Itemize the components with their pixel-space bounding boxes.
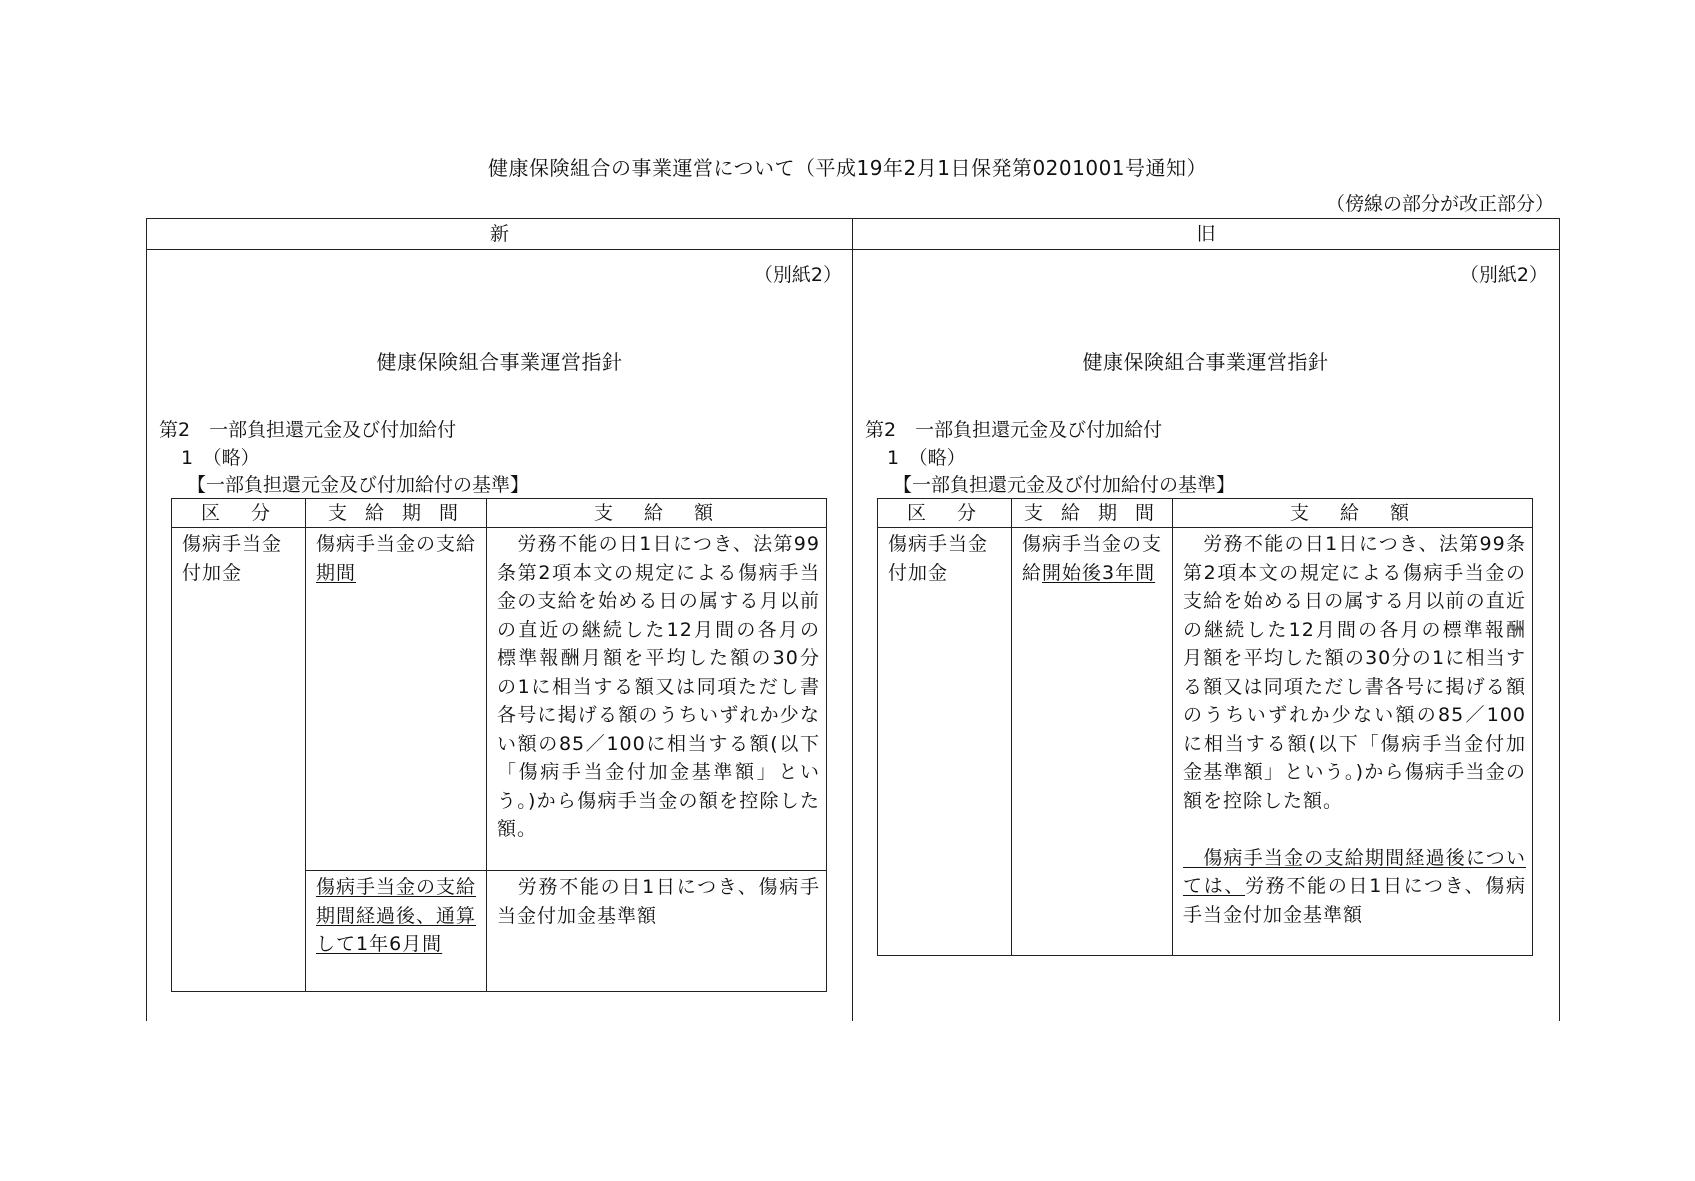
header-category: 区 分 <box>172 499 306 528</box>
category-cell <box>172 528 306 992</box>
column-header-old: 旧 <box>1196 223 1216 245</box>
benefit-table <box>171 498 827 992</box>
amount-text: 労務不能の日1日につき、法第99条第2項本文の規定による傷病手当金の支給を始める日の属する月以前の直近の継続した12月間の各月の標準報酬月額を平均した額の30分の1に相当する額又は同項ただし書各号に掲げる額のうちいずれか少ない額の85／100に相当する額(以下「傷病手当金付加金基準額」という。)から傷病手当金の額を控除した額。 <box>1183 533 1526 812</box>
period-cell <box>1012 528 1173 956</box>
section-heading: 第2 一部負担還元金及び付加給付 <box>865 419 1163 441</box>
paragraph-gap <box>1183 815 1526 844</box>
period-cell <box>306 871 487 992</box>
table-row <box>172 528 827 871</box>
new-panel <box>147 250 852 1020</box>
period-underlined-text: 期間 <box>316 561 357 584</box>
header-amount: 支 給 額 <box>1173 499 1533 528</box>
amount-cell <box>1173 528 1533 956</box>
amount-cell <box>487 528 827 871</box>
amendment-note: （傍線の部分が改正部分） <box>1325 193 1554 215</box>
header-amount: 支 給 額 <box>487 499 827 528</box>
guideline-title: 健康保険組合事業運営指針 <box>376 350 623 374</box>
attachment-label: （別紙2） <box>753 264 842 286</box>
period-cell <box>306 528 487 871</box>
category-cell <box>878 528 1012 956</box>
column-header-new: 新 <box>489 223 509 245</box>
table-caption: 【一部負担還元金及び付加給付の基準】 <box>187 474 530 496</box>
period-underlined-text: 傷病手当金の支給期間経過後、通算して1年6月間 <box>316 876 477 955</box>
header-category: 区 分 <box>878 499 1012 528</box>
document-title: 健康保険組合の事業運営について（平成19年2月1日保発第0201001号通知） <box>487 156 1208 180</box>
header-period: 支 給 期 間 <box>306 499 487 528</box>
item-omitted: 1 （略） <box>887 447 966 469</box>
table-header-row <box>878 499 1533 528</box>
comparison-frame <box>146 218 1560 1021</box>
amount-text-2: 労務不能の日1日につき、傷病手当金付加金基準額 <box>1183 875 1526 926</box>
period-text: 傷病手当金の支給 <box>1022 533 1163 584</box>
table-row <box>878 528 1533 956</box>
category-text: 傷病手当金付加金 <box>182 533 283 584</box>
item-omitted: 1 （略） <box>181 447 260 469</box>
table-caption: 【一部負担還元金及び付加給付の基準】 <box>893 474 1236 496</box>
old-panel <box>853 250 1558 1020</box>
amount-underlined-text: 傷病手当金の支給期間経過後については、 <box>1183 846 1526 897</box>
period-text: 傷病手当金の支給 <box>316 533 477 555</box>
table-header-row <box>172 499 827 528</box>
amount-text: 労務不能の日1日につき、法第99条第2項本文の規定による傷病手当金の支給を始める日の属する月以前の直近の継続した12月間の各月の標準報酬月額を平均した額の30分の1に相当する額又は同項ただし書各号に掲げる額のうちいずれか少ない額の85／100に相当する額(以下「傷病手当金付加金基準額」という。)から傷病手当金の額を控除した額。 <box>497 533 820 840</box>
section-heading: 第2 一部負担還元金及び付加給付 <box>159 419 457 441</box>
benefit-table <box>877 498 1533 956</box>
guideline-title: 健康保険組合事業運営指針 <box>1082 350 1329 374</box>
amount-cell <box>487 871 827 992</box>
header-period: 支 給 期 間 <box>1012 499 1173 528</box>
attachment-label: （別紙2） <box>1459 264 1548 286</box>
period-underlined-text: 開始後3年間 <box>1042 561 1156 584</box>
category-text: 傷病手当金付加金 <box>888 533 989 584</box>
amount-text: 労務不能の日1日につき、傷病手当金付加金基準額 <box>497 876 820 927</box>
